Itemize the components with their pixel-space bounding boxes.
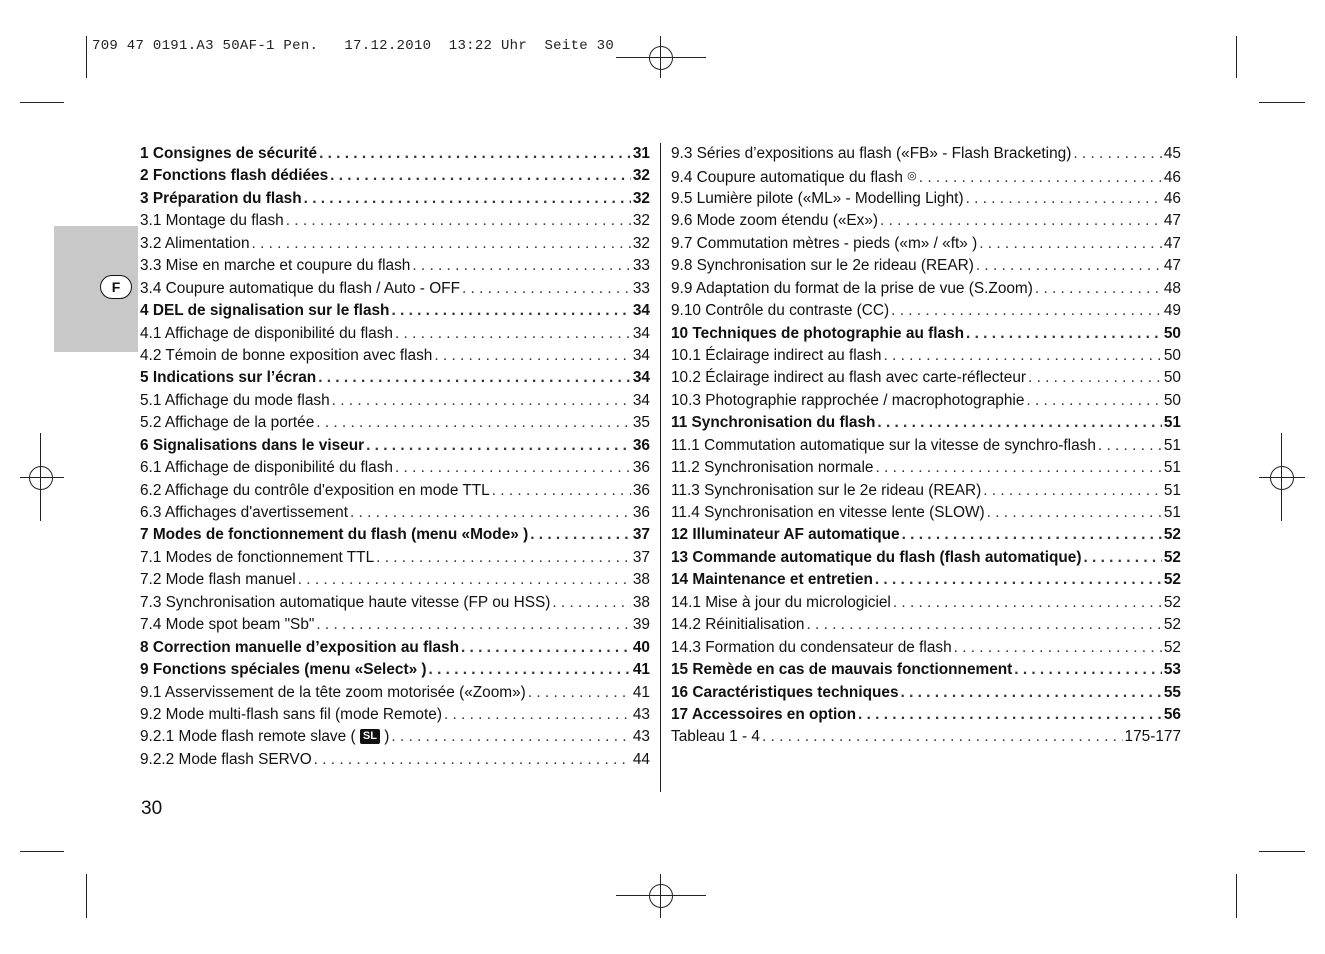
- toc-entry-title: 11.4 Synchronisation en vitesse lente (SLOW): [671, 504, 985, 521]
- toc-entry[interactable]: [140, 390, 650, 412]
- dot-leader: [1098, 435, 1162, 457]
- toc-entry-page: 52: [1163, 548, 1181, 566]
- toc-entry-page: 52: [1163, 638, 1181, 656]
- toc-entry-title: 9.2.1 Mode flash remote slave ( SL ): [140, 728, 390, 746]
- toc-entry[interactable]: [671, 210, 1181, 232]
- toc-entry-page: 48: [1163, 279, 1181, 297]
- toc-entry-page: 38: [632, 571, 650, 589]
- crop-mark: [1236, 36, 1237, 78]
- toc-entry-title: 8 Correction manuelle d’exposition au flash: [140, 638, 459, 656]
- toc-entry[interactable]: [671, 592, 1181, 614]
- toc-right-column: [671, 143, 1181, 749]
- toc-entry-page: 46: [1163, 169, 1181, 187]
- dot-leader: [492, 480, 631, 502]
- toc-entry-page: 36: [632, 459, 650, 477]
- toc-entry-title: 7.4 Mode spot beam "Sb": [140, 616, 315, 634]
- toc-entry-page: 41: [632, 683, 650, 701]
- toc-entry[interactable]: [140, 749, 650, 771]
- toc-entry-title: 9 Fonctions spéciales (menu «Select» ): [140, 661, 427, 679]
- dot-leader: [877, 412, 1161, 434]
- toc-entry[interactable]: [140, 323, 650, 345]
- toc-entry-page: 52: [1163, 616, 1181, 634]
- language-tab-label: F: [100, 275, 132, 299]
- toc-entry-title: 7 Modes de fonctionnement du flash (menu «Mode» ): [140, 526, 529, 544]
- dot-leader: [806, 614, 1161, 636]
- toc-entry-title: 17 Accessoires en option: [671, 705, 857, 723]
- toc-entry-page: 39: [632, 616, 650, 634]
- toc-entry-title: 9.2 Mode multi-flash sans fil (mode Remote): [140, 705, 442, 723]
- toc-entry[interactable]: [140, 614, 650, 636]
- toc-entry-page: 47: [1163, 234, 1181, 252]
- toc-entry[interactable]: [671, 435, 1181, 457]
- toc-entry-page: 40: [632, 638, 650, 656]
- toc-entry[interactable]: [140, 165, 650, 187]
- toc-entry-page: 34: [632, 324, 650, 342]
- toc-entry-title: 13 Commande automatique du flash (flash automatique): [671, 548, 1082, 566]
- crop-mark: [1259, 851, 1305, 852]
- toc-entry[interactable]: [671, 345, 1181, 367]
- toc-entry-page: 50: [1163, 369, 1181, 387]
- toc-entry-page: 32: [632, 189, 650, 207]
- toc-entry-page: 33: [632, 279, 650, 297]
- toc-entry-page: 34: [632, 369, 650, 387]
- toc-entry[interactable]: [140, 300, 650, 322]
- toc-entry-page: 34: [632, 391, 650, 409]
- toc-entry-page: 43: [632, 705, 650, 723]
- toc-entry-page: 31: [632, 145, 650, 162]
- toc-entry[interactable]: [140, 480, 650, 502]
- dot-leader: [429, 659, 631, 681]
- toc-entry-title: 11.3 Synchronisation sur le 2e rideau (REAR): [671, 481, 982, 499]
- toc-entry-title: 1 Consignes de sécurité: [140, 145, 318, 162]
- dot-leader: [298, 569, 631, 591]
- toc-entry-title: 11.2 Synchronisation normale: [671, 459, 874, 477]
- toc-entry-page: 49: [1163, 302, 1181, 320]
- toc-entry[interactable]: [671, 524, 1181, 546]
- toc-entry-title: 4 DEL de signalisation sur le flash: [140, 302, 390, 320]
- page-number: 30: [141, 798, 163, 819]
- dot-leader: [987, 502, 1162, 524]
- auto-off-icon: ◎: [907, 170, 917, 183]
- toc-entry[interactable]: [671, 255, 1181, 277]
- toc-entry-page: 51: [1163, 414, 1181, 432]
- toc-entry[interactable]: [671, 659, 1181, 681]
- toc-entry-title: 14.2 Réinitialisation: [671, 616, 805, 634]
- toc-entry[interactable]: [140, 637, 650, 659]
- toc-entry[interactable]: [140, 502, 650, 524]
- toc-entry-title: 7.3 Synchronisation automatique haute vitesse (FP ou HSS): [140, 593, 551, 611]
- dot-leader: [286, 210, 631, 232]
- toc-entry[interactable]: [671, 188, 1181, 210]
- toc-entry[interactable]: [140, 547, 650, 569]
- toc-entry-title: 9.10 Contrôle du contraste (CC): [671, 302, 890, 320]
- toc-entry[interactable]: [140, 278, 650, 300]
- toc-entry-title: 6.1 Affichage de disponibilité du flash: [140, 459, 393, 477]
- dot-leader: [528, 682, 631, 704]
- toc-entry-title: 5 Indications sur l’écran: [140, 369, 317, 387]
- toc-entry-title: 14.3 Formation du condensateur de flash: [671, 638, 952, 656]
- toc-entry-title: 4.1 Affichage de disponibilité du flash: [140, 324, 393, 342]
- toc-entry-title: 10.1 Éclairage indirect au flash: [671, 346, 882, 364]
- toc-entry-title: 3.2 Alimentation: [140, 234, 250, 252]
- toc-entry[interactable]: [671, 569, 1181, 591]
- dot-leader: [316, 614, 631, 636]
- dot-leader: [880, 210, 1162, 232]
- crop-mark: [1259, 102, 1305, 103]
- toc-entry-page: 34: [632, 302, 650, 320]
- crop-mark: [86, 874, 87, 918]
- toc-entry-page: 56: [1163, 705, 1181, 723]
- toc-entry[interactable]: [671, 323, 1181, 345]
- toc-entry[interactable]: [140, 255, 650, 277]
- dot-leader: [762, 726, 1123, 748]
- toc-entry[interactable]: [671, 547, 1181, 569]
- toc-entry[interactable]: [140, 143, 650, 165]
- toc-entry-page: 36: [632, 436, 650, 454]
- dot-leader: [330, 165, 631, 187]
- dot-leader: [332, 390, 631, 412]
- toc-entry-title: 9.2.2 Mode flash SERVO: [140, 750, 312, 768]
- dot-leader: [1073, 143, 1162, 165]
- toc-entry-title: 6.3 Affichages d'avertissement: [140, 504, 348, 521]
- toc-entry[interactable]: [671, 412, 1181, 434]
- dot-leader: [395, 457, 631, 479]
- dot-leader: [875, 569, 1162, 591]
- dot-leader: [314, 749, 631, 771]
- dot-leader: [976, 255, 1162, 277]
- toc-entry[interactable]: [671, 682, 1181, 704]
- toc-entry[interactable]: [671, 704, 1181, 726]
- toc-entry-page: 51: [1163, 436, 1181, 454]
- slave-badge-icon: SL: [360, 729, 380, 744]
- toc-entry-page: 37: [632, 548, 650, 566]
- toc-entry[interactable]: [140, 682, 650, 704]
- toc-entry-title: 7.2 Mode flash manuel: [140, 571, 296, 589]
- toc-entry-title: Tableau 1 - 4: [671, 728, 760, 746]
- toc-entry-page: 47: [1163, 257, 1181, 275]
- toc-entry-page: 44: [632, 750, 650, 768]
- dot-leader: [552, 592, 631, 614]
- dot-leader: [901, 682, 1162, 704]
- crop-mark: [86, 36, 87, 78]
- toc-entry[interactable]: [140, 345, 650, 367]
- toc-entry-title: 9.3 Séries d’expositions au flash («FB» - Flash Bracketing): [671, 145, 1072, 162]
- toc-entry[interactable]: [140, 524, 650, 546]
- toc-entry[interactable]: [671, 143, 1181, 165]
- toc-entry-title: 3.3 Mise en marche et coupure du flash: [140, 257, 411, 275]
- toc-entry-title: 9.8 Synchronisation sur le 2e rideau (REAR): [671, 257, 974, 275]
- toc-entry[interactable]: [140, 412, 650, 434]
- dot-leader: [979, 233, 1162, 255]
- dot-leader: [304, 188, 631, 210]
- dot-leader: [883, 345, 1161, 367]
- dot-leader: [530, 524, 631, 546]
- toc-entry-title: 16 Caractéristiques techniques: [671, 683, 899, 701]
- column-divider: [660, 143, 661, 792]
- toc-entry[interactable]: [671, 300, 1181, 322]
- toc-entry[interactable]: [140, 435, 650, 457]
- toc-entry-page: 51: [1163, 459, 1181, 477]
- toc-entry-title: 12 Illuminateur AF automatique: [671, 526, 900, 544]
- toc-entry[interactable]: [671, 165, 1181, 187]
- toc-entry-title: 7.1 Modes de fonctionnement TTL: [140, 548, 375, 566]
- toc-entry-page: 50: [1163, 391, 1181, 409]
- toc-entry-page: 33: [632, 257, 650, 275]
- toc-entry-page: 38: [632, 593, 650, 611]
- toc-entry[interactable]: [140, 569, 650, 591]
- crop-mark: [20, 102, 64, 103]
- dot-leader: [875, 457, 1161, 479]
- toc-entry[interactable]: [140, 592, 650, 614]
- dot-leader: [1035, 278, 1162, 300]
- toc-entry-title: 6.2 Affichage du contrôle d'exposition en mode TTL: [140, 481, 490, 499]
- toc-entry-page: 35: [632, 414, 650, 432]
- dot-leader: [983, 480, 1162, 502]
- toc-entry-title: 10 Techniques de photographie au flash: [671, 324, 965, 342]
- toc-entry-page: 50: [1163, 324, 1181, 342]
- toc-entry[interactable]: [671, 233, 1181, 255]
- dot-leader: [1083, 547, 1161, 569]
- dot-leader: [319, 143, 631, 165]
- toc-entry-title: 9.4 Coupure automatique du flash ◎: [671, 169, 917, 187]
- toc-entry-title: 9.7 Commutation mètres - pieds («m» / «ft» ): [671, 234, 978, 252]
- toc-entry-title: 5.2 Affichage de la portée: [140, 414, 315, 432]
- toc-entry-title: 3.4 Coupure automatique du flash / Auto - OFF: [140, 279, 460, 297]
- toc-entry[interactable]: [671, 502, 1181, 524]
- dot-leader: [391, 726, 631, 748]
- toc-entry-page: 53: [1163, 661, 1181, 679]
- dot-leader: [391, 300, 630, 322]
- toc-entry[interactable]: [671, 457, 1181, 479]
- toc-entry-title: 3.1 Montage du flash: [140, 212, 284, 230]
- toc-entry-page: 47: [1163, 212, 1181, 230]
- toc-entry-title: 3 Préparation du flash: [140, 189, 302, 207]
- dot-leader: [412, 255, 631, 277]
- dot-leader: [954, 637, 1162, 659]
- toc-entry-title: 9.5 Lumière pilote («ML» - Modelling Light): [671, 189, 964, 207]
- toc-entry-page: 55: [1163, 683, 1181, 701]
- toc-entry[interactable]: [140, 726, 650, 748]
- toc-entry[interactable]: [140, 188, 650, 210]
- toc-entry-page: 46: [1163, 189, 1181, 207]
- toc-entry-title: 9.6 Mode zoom étendu («Ex»): [671, 212, 879, 230]
- dot-leader: [893, 592, 1162, 614]
- toc-entry-page: 36: [632, 504, 650, 521]
- dot-leader: [858, 704, 1162, 726]
- dot-leader: [350, 502, 631, 524]
- toc-entry-title: 4.2 Témoin de bonne exposition avec flash: [140, 346, 433, 364]
- dot-leader: [902, 524, 1162, 546]
- toc-entry-page: 52: [1163, 571, 1181, 589]
- toc-entry-title: 9.9 Adaptation du format de la prise de vue (S.Zoom): [671, 279, 1033, 297]
- dot-leader: [462, 278, 631, 300]
- toc-entry-page: 43: [632, 728, 650, 746]
- dot-leader: [434, 345, 631, 367]
- dot-leader: [316, 412, 631, 434]
- toc-entry-page: 36: [632, 481, 650, 499]
- crop-mark: [1236, 874, 1237, 918]
- dot-leader: [1014, 659, 1162, 681]
- dot-leader: [461, 637, 631, 659]
- toc-entry-title: 10.3 Photographie rapprochée / macrophotographie: [671, 391, 1025, 409]
- toc-entry[interactable]: [140, 457, 650, 479]
- toc-entry[interactable]: [671, 390, 1181, 412]
- toc-entry[interactable]: [671, 637, 1181, 659]
- toc-entry-title: 10.2 Éclairage indirect au flash avec carte-réflecteur: [671, 369, 1027, 387]
- toc-entry-page: 32: [632, 167, 650, 185]
- dot-leader: [966, 188, 1162, 210]
- dot-leader: [891, 300, 1162, 322]
- dot-leader: [1026, 390, 1161, 412]
- toc-entry-page: 52: [1163, 526, 1181, 544]
- toc-entry-title: 6 Signalisations dans le viseur: [140, 436, 365, 454]
- toc-entry[interactable]: [140, 367, 650, 389]
- toc-entry-page: 32: [632, 212, 650, 230]
- toc-entry[interactable]: [140, 704, 650, 726]
- toc-entry[interactable]: [140, 210, 650, 232]
- toc-entry-page: 37: [632, 526, 650, 544]
- toc-entry-title: 11.1 Commutation automatique sur la vitesse de synchro-flash: [671, 436, 1096, 454]
- toc-entry-title: 14.1 Mise à jour du micrologiciel: [671, 593, 891, 611]
- dot-leader: [919, 167, 1162, 189]
- toc-entry[interactable]: [671, 278, 1181, 300]
- toc-entry[interactable]: [671, 480, 1181, 502]
- dot-leader: [376, 547, 631, 569]
- toc-entry-page: 45: [1163, 145, 1181, 162]
- toc-entry-page: 34: [632, 346, 650, 364]
- toc-entry[interactable]: [140, 233, 650, 255]
- toc-entry-title: 11 Synchronisation du flash: [671, 414, 876, 432]
- toc-entry-title: 9.1 Asservissement de la tête zoom motorisée («Zoom»): [140, 683, 526, 701]
- toc-entry-title: 5.1 Affichage du mode flash: [140, 391, 330, 409]
- toc-entry-page: 41: [632, 661, 650, 679]
- dot-leader: [252, 233, 631, 255]
- toc-entry-page: 51: [1163, 481, 1181, 499]
- dot-leader: [395, 323, 631, 345]
- dot-leader: [366, 435, 631, 457]
- dot-leader: [966, 323, 1162, 345]
- toc-entry-page: 50: [1163, 346, 1181, 364]
- toc-entry[interactable]: [140, 659, 650, 681]
- toc-entry-title: 15 Remède en cas de mauvais fonctionnement: [671, 661, 1013, 679]
- toc-entry-page: 175-177: [1124, 728, 1181, 746]
- toc-entry-page: 51: [1163, 504, 1181, 521]
- toc-entry[interactable]: [671, 367, 1181, 389]
- toc-entry-title: 14 Maintenance et entretien: [671, 571, 873, 589]
- toc-entry[interactable]: [671, 726, 1181, 748]
- toc-entry-page: 32: [632, 234, 650, 252]
- toc-entry[interactable]: [671, 614, 1181, 636]
- toc-entry-page: 52: [1163, 593, 1181, 611]
- toc-left-column: [140, 143, 650, 771]
- dot-leader: [1028, 367, 1162, 389]
- crop-mark: [20, 851, 64, 852]
- dot-leader: [318, 367, 631, 389]
- print-header: 709 47 0191.A3 50AF-1 Pen. 17.12.2010 13:22 Uhr Seite 30: [92, 38, 615, 54]
- toc-entry-title: 2 Fonctions flash dédiées: [140, 167, 329, 185]
- dot-leader: [444, 704, 631, 726]
